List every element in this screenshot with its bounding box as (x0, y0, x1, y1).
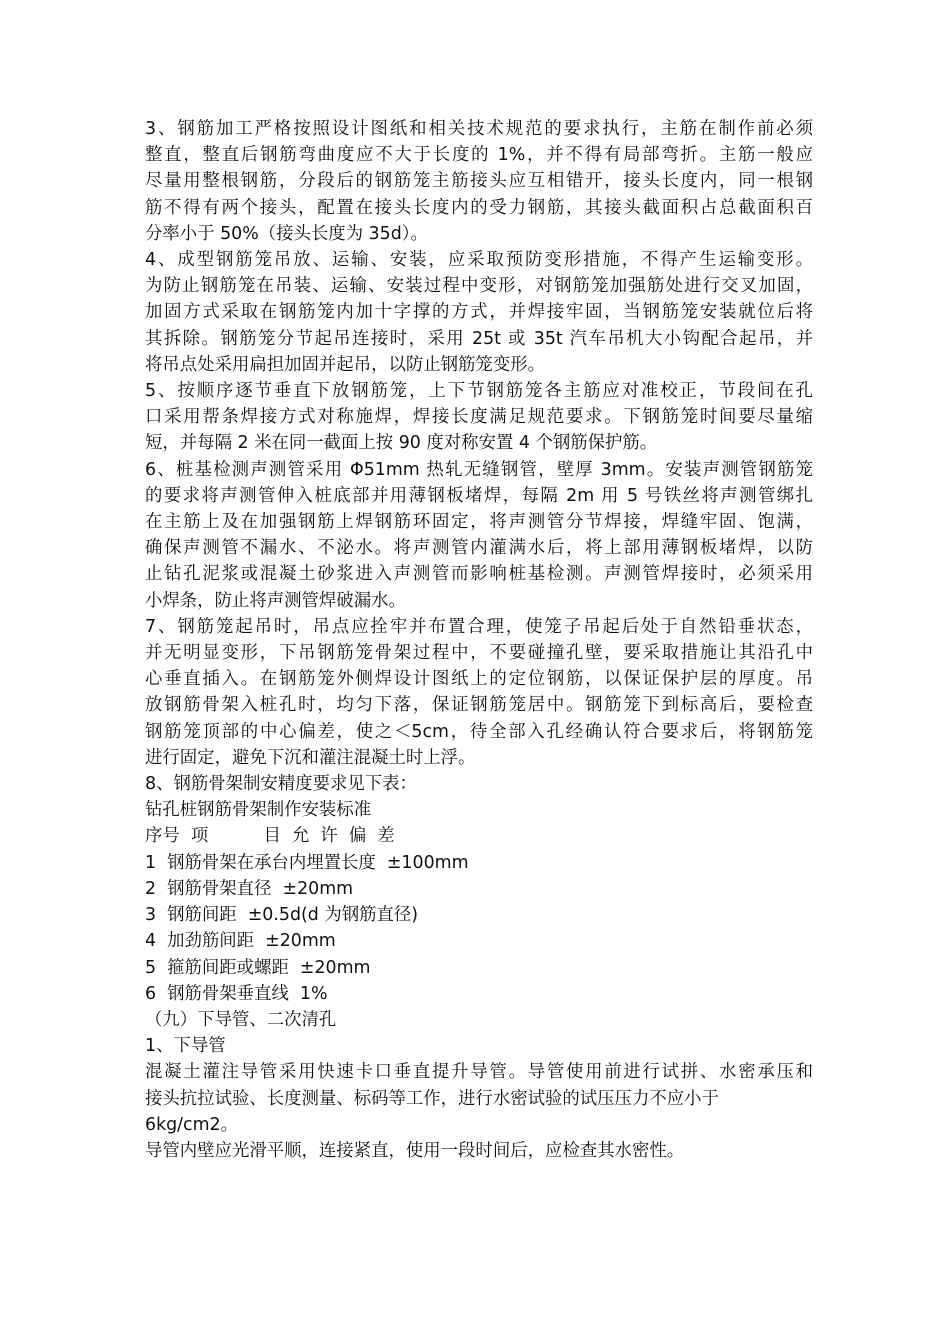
subsection-heading: 1、下导管 (145, 1036, 226, 1057)
text-line: 接头抗拉试验、长度测量、标码等工作，进行水密试验的试压压力不应小于 (145, 1088, 719, 1109)
text-line: 3、钢筋加工严格按照设计图纸和相关技术规范的要求执行，主筋在制作前必须 (145, 119, 813, 139)
text-line: 4、成型钢筋笼吊放、运输、安装，应采取预防变形措施，不得产生运输变形。 (145, 250, 813, 271)
text-line: 其拆除。钢筋笼分节起吊连接时，采用 25t 或 35t 汽车吊机大小钩配合起吊，并 (145, 328, 813, 349)
text-line: 筋不得有两个接头，配置在接头长度内的受力钢筋，其接头截面积占总截面积百 (145, 197, 813, 218)
table-row: 4 加劲筋间距 ±20mm (145, 931, 336, 952)
text-line: 小焊条，防止将声测管焊破漏水。 (145, 590, 406, 611)
text-line: 确保声测管不漏水、不泌水。将声测管内灌满水后，将上部用薄钢板堵焊，以防 (145, 538, 813, 559)
table-row: 1 钢筋骨架在承台内埋置长度 ±100mm (145, 852, 469, 873)
table-title: 钻孔桩钢筋骨架制作安装标准 (145, 800, 372, 821)
text-line: 进行固定，避免下沉和灌注混凝土时上浮。 (145, 747, 476, 768)
text-line: 的要求将声测管伸入桩底部并用薄钢板堵焊，每隔 2m 用 5 号铁丝将声测管绑扎 (145, 485, 813, 506)
text-line: 6kg/cm2。 (145, 1114, 238, 1135)
text-line: 在主筋上及在加强钢筋上焊钢筋环固定，将声测管分节焊接，焊缝牢固、饱满， (145, 512, 813, 533)
text-line: 分率小于 50%（接头长度为 35d）。 (145, 223, 428, 244)
section-heading: （九）下导管、二次清孔 (145, 1009, 337, 1030)
text-line: 短，并每隔 2 米在同一截面上按 90 度对称安置 4 个钢筋保护筋。 (145, 433, 658, 454)
text-line: 整直，整直后钢筋弯曲度应不大于长度的 1%，并不得有局部弯折。主筋一般应 (145, 145, 813, 166)
text-line: 为防止钢筋笼在吊装、运输、安装过程中变形，对钢筋笼加强筋处进行交叉加固， (145, 276, 813, 297)
text-line: 7、钢筋笼起吊时，吊点应拴牢并布置合理，使笼子吊起后处于自然铅垂状态， (145, 616, 813, 637)
text-line: 心垂直插入。在钢筋笼外侧焊设计图纸上的定位钢筋，以保证保护层的厚度。吊 (145, 669, 813, 690)
table-row: 2 钢筋骨架直径 ±20mm (145, 878, 354, 899)
text-line: 并无明显变形，下吊钢筋笼骨架过程中，不要碰撞孔壁，要采取措施让其沿孔中 (145, 643, 813, 664)
text-line: 加固方式采取在钢筋笼内加十字撑的方式，并焊接牢固，当钢筋笼安装就位后将 (145, 302, 813, 323)
table-header: 序号 项 目 允 许 偏 差 (145, 826, 395, 847)
text-line: 将吊点处采用扁担加固并起吊，以防止钢筋笼变形。 (145, 354, 545, 375)
text-line: 6、桩基检测声测管采用 Φ51mm 热轧无缝钢管，壁厚 3mm。安装声测管钢筋笼 (145, 459, 813, 480)
table-row: 6 钢筋骨架垂直线 1% (145, 983, 328, 1004)
document-page (145, 116, 813, 1164)
text-line: 口采用帮条焊接方式对称施焊，焊接长度满足规范要求。下钢筋笼时间要尽量缩 (145, 407, 813, 428)
text-line: 止钻孔泥浆或混凝土砂浆进入声测管而影响桩基检测。声测管焊接时，必须采用 (145, 564, 813, 585)
table-row: 5 箍筋间距或螺距 ±20mm (145, 957, 371, 978)
text-line: 导管内壁应光滑平顺，连接紧直，使用一段时间后，应检查其水密性。 (145, 1140, 685, 1161)
text-line: 混凝土灌注导管采用快速卡口垂直提升导管。导管使用前进行试拼、水密承压和 (145, 1062, 813, 1083)
text-line: 放钢筋骨架入桩孔时，均匀下落，保证钢筋笼居中。钢筋笼下到标高后，要检查 (145, 695, 813, 716)
text-line: 钢筋笼顶部的中心偏差，使之＜5cm，待全部入孔经确认符合要求后，将钢筋笼 (145, 721, 813, 742)
section-heading: 8、钢筋骨架制安精度要求见下表： (145, 774, 417, 795)
text-line: 尽量用整根钢筋，分段后的钢筋笼主筋接头应互相错开，接头长度内，同一根钢 (145, 171, 813, 192)
table-row: 3 钢筋间距 ±0.5d(d 为钢筋直径) (145, 905, 419, 926)
text-line: 5、按顺序逐节垂直下放钢筋笼，上下节钢筋笼各主筋应对准校正，节段间在孔 (145, 381, 813, 402)
